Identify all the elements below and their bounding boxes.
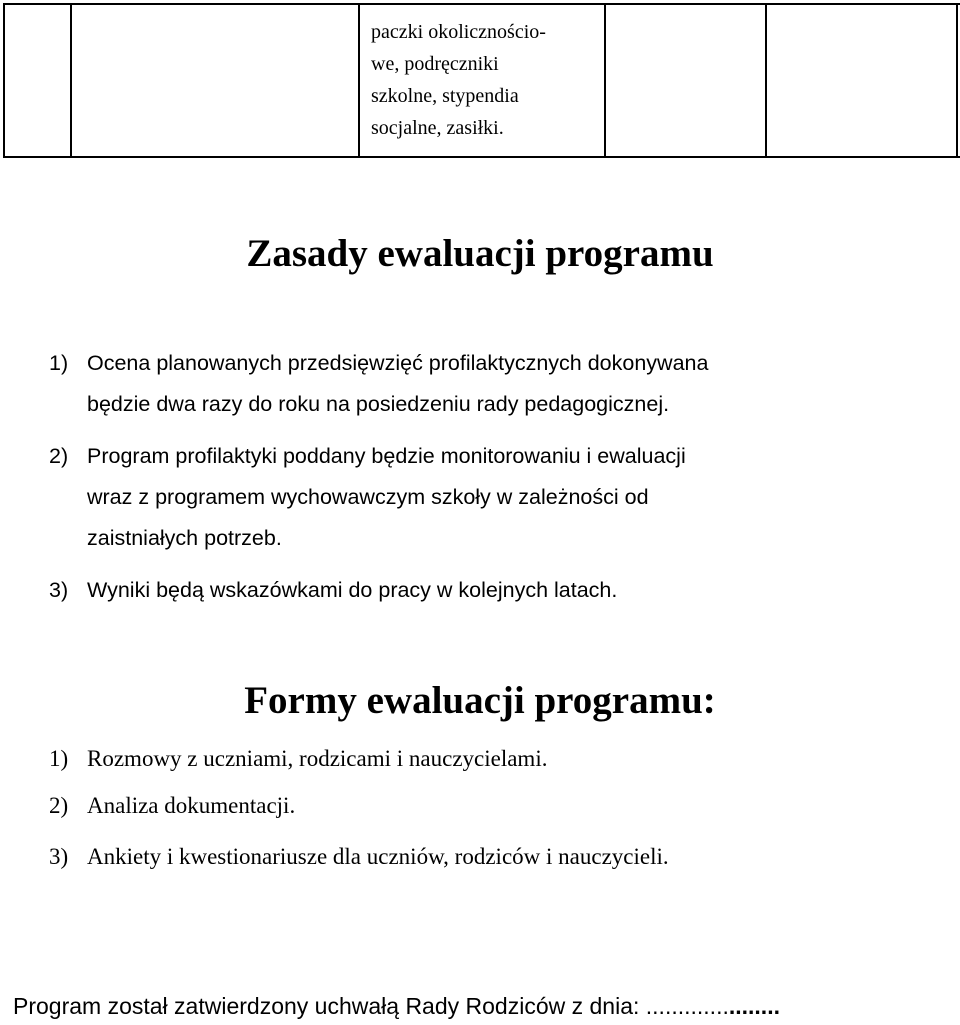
list-number: 3) [49, 844, 69, 869]
list-item-line: Program profilaktyki poddany będzie monitorowaniu i ewaluacji [87, 444, 686, 468]
table-col-border [604, 3, 606, 158]
list-item-line: Ocena planowanych przedsięwzięć profilaktycznych dokonywana [87, 351, 709, 375]
section-heading-evaluation-rules: Zasady ewaluacji programu [246, 232, 714, 275]
list-number: 1) [49, 351, 69, 375]
table-cell-line: we, podręczniki [371, 53, 499, 75]
list-item-line: wraz z programem wychowawczym szkoły w zależności od [87, 485, 649, 509]
approval-statement [13, 987, 780, 1025]
list-item-text: Ankiety i kwestionariusze dla uczniów, rodziców i nauczycieli. [87, 844, 669, 869]
list-item-text: Rozmowy z uczniami, rodzicami i nauczycielami. [87, 746, 548, 771]
list-item-line: będzie dwa razy do roku na posiedzeniu rady pedagogicznej. [87, 392, 670, 416]
list-number: 3) [49, 578, 69, 602]
table-col-border [358, 3, 360, 158]
table-cell-line: socjalne, zasiłki. [371, 117, 504, 139]
table-cell-text [371, 16, 601, 144]
table-col-border [956, 3, 958, 158]
table-col-border [70, 3, 72, 158]
list-number: 2) [49, 444, 69, 468]
approval-text: Program został zatwierdzony uchwałą Rady Rodziców z dnia: [13, 993, 646, 1019]
table-cell-line: szkolne, stypendia [371, 85, 519, 107]
table-col-border [3, 3, 5, 158]
list-number: 1) [49, 746, 69, 771]
table-cell-line: paczki okolicznościo- [371, 21, 546, 43]
table-top-border [3, 3, 960, 5]
list-item-line: zaistniałych potrzeb. [87, 526, 282, 550]
list-item-line: Wyniki będą wskazówkami do pracy w kolejnych latach. [87, 578, 618, 602]
list-number: 2) [49, 793, 69, 818]
approval-date-dots-bold: ........ [728, 993, 780, 1019]
list-item-text: Analiza dokumentacji. [87, 793, 296, 818]
table-col-border [765, 3, 767, 158]
table-fragment [0, 3, 960, 158]
section-heading-evaluation-forms: Formy ewaluacji programu: [244, 679, 716, 722]
approval-date-dots: ............. [645, 993, 729, 1019]
table-bottom-border [3, 156, 960, 158]
